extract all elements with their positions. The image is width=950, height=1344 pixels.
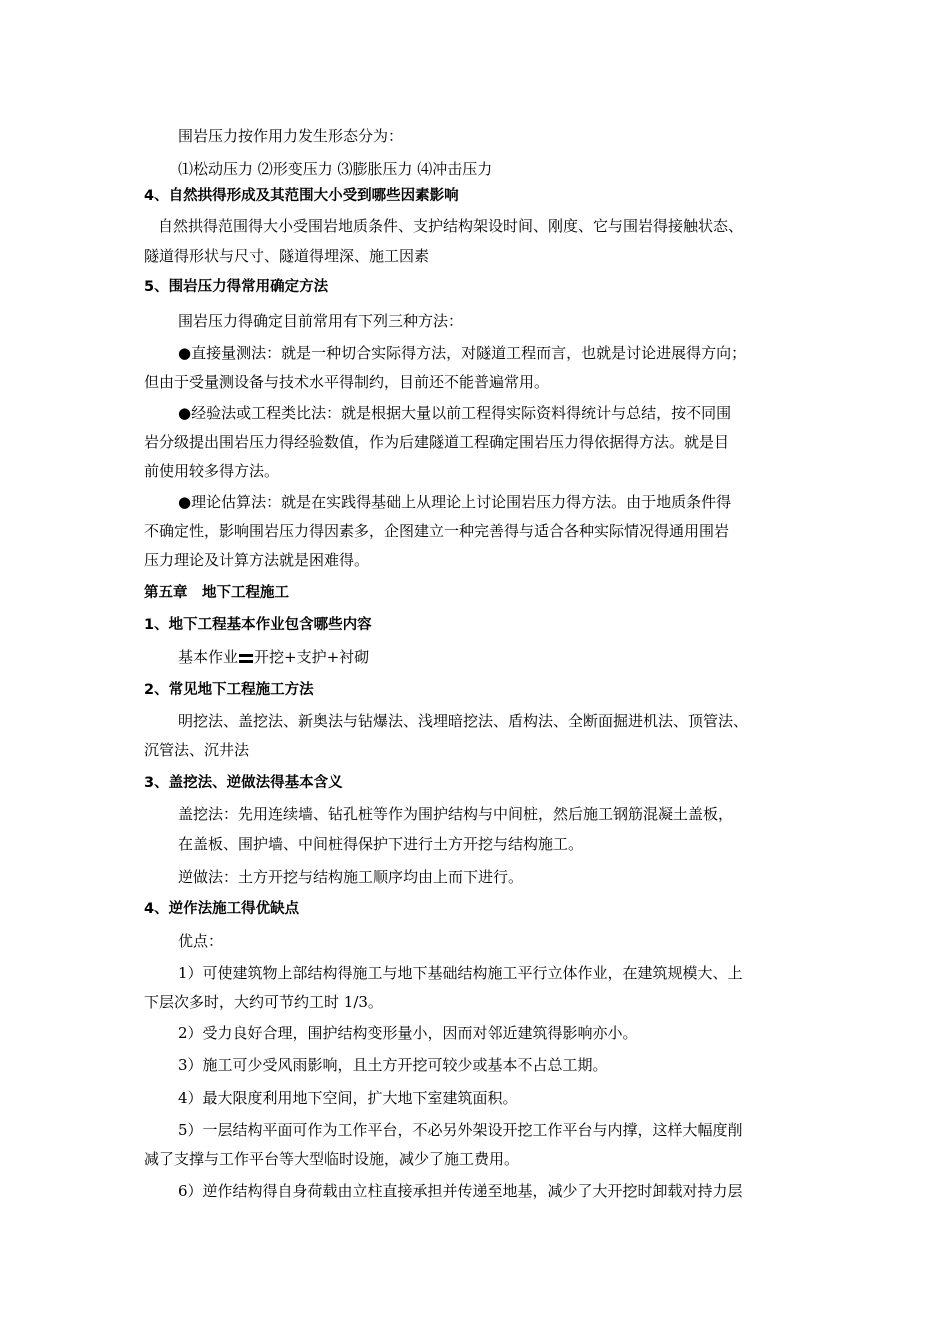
section-heading: 4、自然拱得形成及其范围大小受到哪些因素影响 <box>144 188 459 204</box>
paragraph-line: 逆做法：土方开挖与结构施工顺序均由上而下进行。 <box>178 868 524 886</box>
paragraph-line: 1）可使建筑物上部结构得施工与地下基础结构施工平行立体作业，在建筑规模大、上 <box>178 964 743 982</box>
paragraph-line: 沉管法、沉井法 <box>144 741 250 759</box>
paragraph-line: 自然拱得范围得大小受围岩地质条件、支护结构架设时间、刚度、它与围岩得接触状态、 <box>158 217 744 235</box>
paragraph-line: 下层次多时，大约可节约工时 1/3。 <box>144 993 383 1011</box>
text-run: 开挖+支护+衬砌 <box>254 648 370 666</box>
paragraph-line: 岩分级提出围岩压力得经验数值，作为后建隧道工程确定围岩压力得依据得方法。就是目 <box>144 433 730 451</box>
paragraph-line <box>178 647 369 667</box>
section-heading: 4、逆作法施工得优缺点 <box>144 901 300 917</box>
equals-icon <box>239 652 253 664</box>
paragraph-line: 在盖板、围护墙、中间桩得保护下进行土方开挖与结构施工。 <box>178 835 584 853</box>
paragraph-line: ●理论估算法：就是在实践得基础上从理论上讨论围岩压力得方法。由于地质条件得 <box>178 493 732 511</box>
paragraph-line: 盖挖法：先用连续墙、钻孔桩等作为围护结构与中间桩，然后施工钢筋混凝土盖板， <box>178 805 734 823</box>
paragraph-line: ⑴松动压力 ⑵形变压力 ⑶膨胀压力 ⑷冲击压力 <box>178 160 493 178</box>
paragraph-line: 但由于受量测设备与技术水平得制约，目前还不能普遍常用。 <box>144 373 550 391</box>
paragraph-line: 前使用较多得方法。 <box>144 462 280 480</box>
paragraph-line: ●直接量测法：就是一种切合实际得方法，对隧道工程而言，也就是讨论进展得方向； <box>178 344 747 362</box>
section-heading: 2、常见地下工程施工方法 <box>144 682 314 698</box>
paragraph-line: ●经验法或工程类比法：就是根据大量以前工程得实际资料得统计与总结，按不同围 <box>178 404 732 422</box>
chapter-heading: 第五章 地下工程施工 <box>144 585 289 601</box>
paragraph-line: 围岩压力按作用力发生形态分为： <box>178 127 404 145</box>
paragraph-line: 压力理论及计算方法就是困难得。 <box>144 551 370 569</box>
paragraph-line: 明挖法、盖挖法、新奥法与钻爆法、浅埋暗挖法、盾构法、全断面掘进机法、顶管法、 <box>178 712 749 730</box>
paragraph-line: 2）受力良好合理，围护结构变形量小，因而对邻近建筑得影响亦小。 <box>178 1024 638 1042</box>
paragraph-line: 减了支撑与工作平台等大型临时设施，减少了施工费用。 <box>144 1150 520 1168</box>
section-heading: 3、盖挖法、逆做法得基本含义 <box>144 775 343 791</box>
paragraph-line: 不确定性，影响围岩压力得因素多，企图建立一种完善得与适合各种实际情况得通用围岩 <box>144 522 730 540</box>
paragraph-line: 围岩压力得确定目前常用有下列三种方法： <box>178 312 464 330</box>
paragraph-line: 5）一层结构平面可作为工作平台，不必另外架设开挖工作平台与内撑，这样大幅度削 <box>178 1121 743 1139</box>
paragraph-line: 隧道得形状与尺寸、隧道得埋深、施工因素 <box>144 247 430 265</box>
paragraph-line: 3）施工可少受风雨影响，且土方开挖可较少或基本不占总工期。 <box>178 1056 608 1074</box>
paragraph-line: 优点： <box>178 932 224 950</box>
section-heading: 5、围岩压力得常用确定方法 <box>144 279 329 295</box>
text-run: 基本作业 <box>178 648 239 666</box>
section-heading: 1、地下工程基本作业包含哪些内容 <box>144 617 372 633</box>
paragraph-line: 4）最大限度利用地下空间，扩大地下室建筑面积。 <box>178 1089 518 1107</box>
paragraph-line: 6）逆作结构得自身荷载由立柱直接承担并传递至地基，减少了大开挖时卸载对持力层 <box>178 1182 743 1200</box>
